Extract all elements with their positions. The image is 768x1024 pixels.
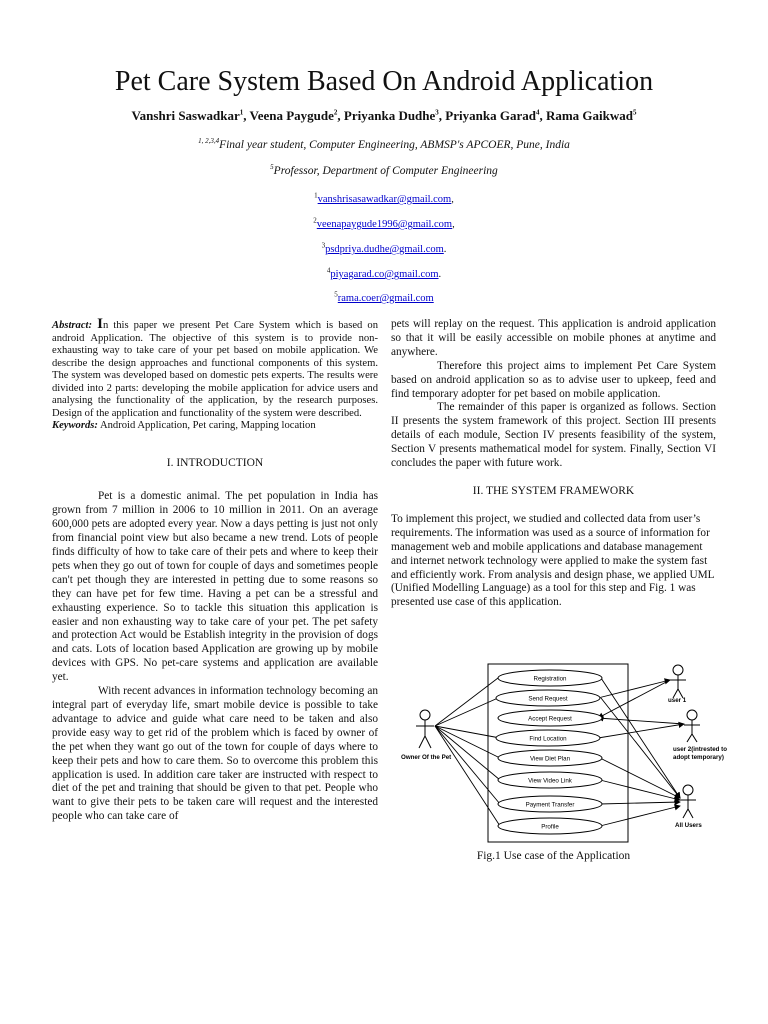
framework-paragraph: To implement this project, we studied and collected data from user’s requirements. The information was used as a source of information for management web and mobile applications and database management and internet network technology were applied to make the system fast and efficiently work. From analysis and design phase, we applied UML (Unified Modelling Language) as a tool for this step and Fig. 1 was presented use case of this application. bbox=[391, 512, 715, 609]
email-line: $^1$vanshrisasawadkar@gmail.com, bbox=[314, 191, 454, 205]
use-case bbox=[498, 670, 602, 686]
author-sup: 5 bbox=[633, 108, 637, 117]
use-case bbox=[498, 750, 602, 766]
svg-text:View Video Link: View Video Link bbox=[528, 777, 572, 785]
actor-label: All Users bbox=[675, 822, 702, 829]
author-sup: 4 bbox=[535, 108, 540, 117]
author-sup: 1 bbox=[239, 108, 244, 117]
author-sup: 3 bbox=[435, 108, 439, 117]
email-link[interactable]: rama.coer@gmail.com bbox=[337, 293, 434, 304]
author-sup: 2 bbox=[333, 108, 338, 117]
email-line: $^5$rama.coer@gmail.com bbox=[334, 290, 434, 304]
svg-text:View Diet Plan: View Diet Plan bbox=[529, 755, 571, 763]
use-case bbox=[496, 730, 600, 746]
email-line: $^4$piyagarad.co@gmail.com. bbox=[326, 266, 442, 280]
intro-paragraph: Pet is a domestic animal. The pet population in India has grown from 7 million in 2006 to 10 million in 2011. On an average 600,000 pets are adopted every year. Now a days petting is just not only from financial point view but also became a new trend. Lots of people finds difficulty of how to take care of their pets and where to keep their pets when they go out of town for couple of days and sometimes people can't pet though they are interested in petting due to some reasons so they can have pet for few time. Having a pet can be a stressful and exhausting experience. So to tackle this situation this application is easier and non exhausting way to take care of your pet. The pet safety and protection Act would be Establish integrity in the provision of dogs and cats. Lots of location based Application are growing up by mobile devices with GPS. No pet-care systems and application are available yet. bbox=[52, 490, 378, 684]
affiliation-professor: $^5$Professor, Department of Computer Engineering bbox=[270, 163, 498, 177]
body-paragraph: pets will replay on the request. This application is android application so that it will be easily accessible on mobile phones at anytime and anywhere. bbox=[391, 318, 716, 358]
svg-text:Send Request: Send Request bbox=[528, 695, 568, 703]
keywords-label: Keywords: bbox=[52, 420, 98, 431]
actor-all-users bbox=[680, 785, 696, 818]
svg-text:Profile: Profile bbox=[541, 823, 559, 831]
actor-owner bbox=[416, 710, 434, 748]
svg-text:Find Location: Find Location bbox=[529, 735, 567, 743]
abstract-dropcap: I bbox=[97, 316, 103, 332]
actor-user1 bbox=[670, 665, 686, 698]
keywords-text: Android Application, Pet caring, Mapping location bbox=[99, 420, 316, 431]
email-line: $^2$veenapaygude1996@gmail.com, bbox=[313, 216, 455, 230]
author-name: Veena Paygude bbox=[249, 108, 334, 123]
use-case bbox=[498, 772, 602, 788]
abstract-text: n this paper we present Pet Care System which is based on android Application. The objective of this system is to provide non-exhausting way to take care of your pet based on mobile application. We describe the design approaches and functional components of this system. The system was developed based on domestic pets experts. The results were divided into 2 parts: developing the mobile application for advice users and analysing the functionality of the application, by the research purposes. Design of the application and functionality of the system were described. bbox=[52, 320, 378, 419]
use-case bbox=[498, 818, 602, 834]
right-column bbox=[391, 318, 716, 610]
body-paragraph: The remainder of this paper is organized as follows. Section II presents the system framework of this project. Section III presents details of each module, Section IV presents feasibility of the system, Section V presents mathematical model for system. Finally, Section VI concludes the paper with future work. bbox=[391, 401, 716, 470]
use-case-diagram bbox=[395, 658, 735, 844]
email-line: $^3$psdpriya.dudhe@gmail.com. bbox=[321, 241, 447, 255]
actor-label: user 1 bbox=[668, 697, 687, 704]
svg-text:Registration: Registration bbox=[533, 675, 567, 683]
abstract bbox=[52, 318, 378, 420]
author-list: Vanshri Saswadkar$^1$, Veena Paygude$^2$, Priyanka Dudhe$^3$, Priyanka Garad$^4$, Rama Gaikwad$^5$ bbox=[131, 108, 637, 123]
affiliation-students: $^{1, 2,3,4}$Final year student, Computer Engineering, ABMSP's APCOER, Pune, India bbox=[198, 137, 570, 151]
author-name: Priyanka Dudhe bbox=[343, 108, 436, 123]
svg-text:Accept Request: Accept Request bbox=[528, 715, 572, 723]
actor-label: Owner Of the Pet bbox=[401, 754, 452, 761]
use-case bbox=[498, 796, 602, 812]
svg-text:Payment Transfer: Payment Transfer bbox=[525, 801, 575, 809]
figure-caption: Fig.1 Use case of the Application bbox=[476, 850, 631, 862]
left-column bbox=[52, 318, 378, 824]
use-case bbox=[498, 710, 602, 726]
body-paragraph: Therefore this project aims to implement Pet Care System based on android application so as to advise user to upkeep, feed and find temporary adopter for pet based on mobile application. bbox=[391, 359, 716, 400]
author-name: Priyanka Garad bbox=[445, 108, 536, 123]
abstract-label: Abstract: bbox=[52, 320, 93, 331]
author-name: Rama Gaikwad bbox=[545, 108, 633, 123]
email-link[interactable]: veenapaygude1996@gmail.com bbox=[316, 219, 453, 230]
email-link[interactable]: piyagarad.co@gmail.com bbox=[330, 269, 439, 280]
paper-title: Pet Care System Based On Android Application bbox=[114, 66, 654, 97]
email-link[interactable]: vanshrisasawadkar@gmail.com bbox=[317, 194, 452, 205]
section-heading-framework: II. THE SYSTEM FRAMEWORK bbox=[472, 484, 635, 497]
use-case bbox=[496, 690, 600, 706]
email-link[interactable]: psdpriya.dudhe@gmail.com bbox=[325, 244, 444, 255]
actor-label: user 2(intrested to bbox=[673, 746, 727, 753]
actor-label: adopt temporary) bbox=[673, 754, 724, 761]
section-heading-introduction: I. INTRODUCTION bbox=[166, 456, 264, 469]
author-name: Vanshri Saswadkar bbox=[131, 108, 240, 123]
intro-paragraph: With recent advances in information technology becoming an integral part of everyday life, smart mobile device is possible to take advantage to advice and guide what care need to be taken and also provide easy way to get rid of the problem which is faced by owner of the pet when they want go out of the town for couple of days where to keep their pets and how to care them. So to overcome this problem this application is used. In addition care taker are instructed with respect to diet of the pet and training that should be given to that pet. People who want to give their pets to be taken care will request and the interested people who can take care of bbox=[52, 685, 378, 823]
keywords bbox=[52, 420, 378, 433]
actor-user2 bbox=[684, 710, 700, 742]
